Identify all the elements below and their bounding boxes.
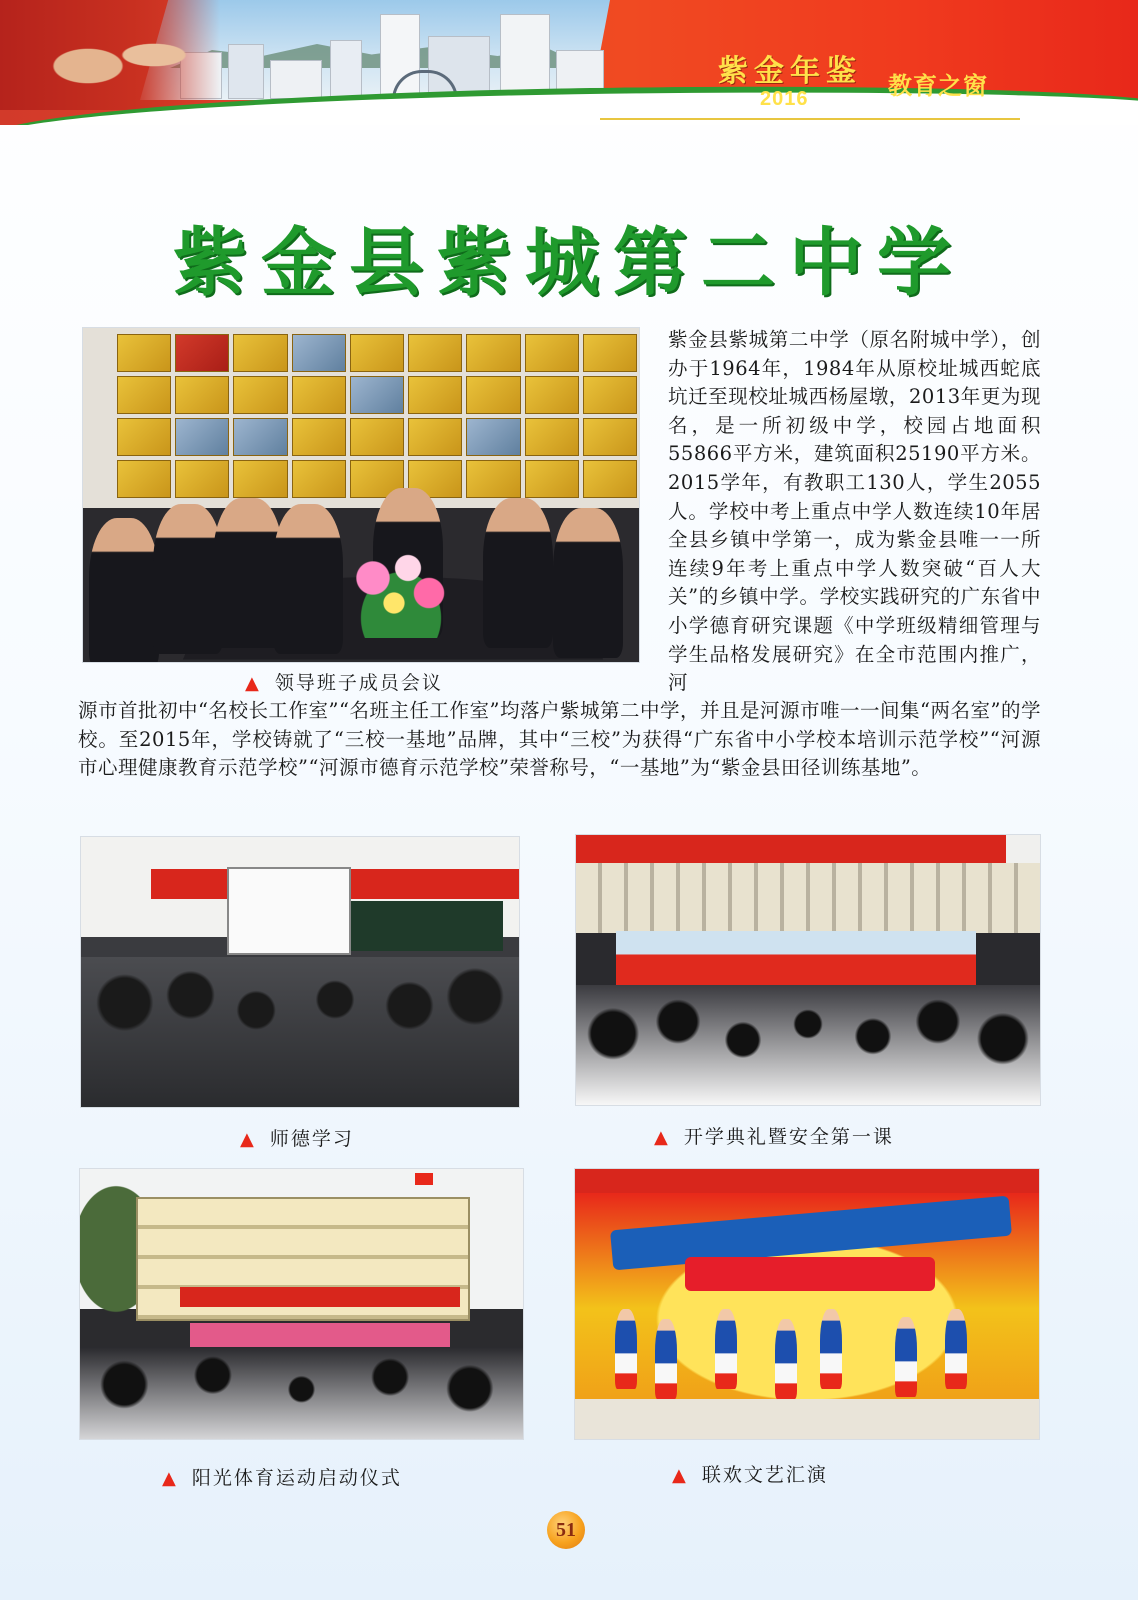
dancer (715, 1309, 737, 1389)
article-paragraph-right: 紫金县紫城第二中学（原名附城中学），创办于1964年，1984年从原校址城西蛇底坑迁至现校址城西杨屋墩，2013年更为现名，是一所初级中学，校园占地面积55866平方米，建筑面积25190平方米。2015学年，有教职工130人，学生2055人。学校中考上重点中学人数连续10年居全县乡镇中学第一，成为紫金县唯一一所连续9年考上重点中学人数突破“百人大关”的乡镇中学。学校实践研究的广东省中小学德育研究课题《中学班级精细管理与学生品格发展研究》在全市范围内推广，河 (668, 328, 1041, 695)
audience (576, 985, 1040, 1106)
dancer (775, 1319, 797, 1399)
dancer (655, 1319, 677, 1399)
header-building (228, 44, 264, 99)
dancer (945, 1309, 967, 1389)
caption-opening-ceremony: ▲ 开学典礼暨安全第一课 (654, 1126, 894, 1148)
header-building (330, 40, 362, 99)
triangle-marker-icon: ▲ (240, 1129, 256, 1150)
triangle-marker-icon: ▲ (672, 1465, 688, 1486)
flag-icon (415, 1173, 433, 1185)
triangle-marker-icon: ▲ (654, 1127, 670, 1148)
caption-art-performance: ▲ 联欢文艺汇演 (672, 1464, 828, 1486)
page-number: 51 (547, 1511, 585, 1549)
caption-leadership-meeting: ▲ 领导班子成员会议 (245, 672, 443, 694)
caption-teacher-ethics-study: ▲ 师德学习 (240, 1128, 354, 1150)
award-plaques (117, 334, 637, 498)
flower-arrangement (331, 538, 471, 638)
photo-teacher-ethics-study (80, 836, 520, 1108)
projection-screen (227, 867, 351, 955)
red-banner (180, 1287, 460, 1307)
performance-banner-subtitle (685, 1257, 935, 1291)
photo-opening-ceremony (575, 834, 1041, 1106)
triangle-marker-icon: ▲ (245, 673, 261, 694)
header-building (500, 14, 550, 99)
page-header (0, 0, 1138, 125)
yearbook-year: 2016 (760, 88, 809, 110)
article-title: 紫金县紫城第二中学 (173, 220, 965, 306)
header-people-photo (0, 0, 220, 110)
triangle-marker-icon: ▲ (162, 1468, 178, 1489)
stage (616, 931, 976, 989)
yearbook-title: 紫金年鉴 (718, 54, 862, 89)
photo-leadership-meeting (82, 327, 640, 663)
photo-sunshine-sports-launch (79, 1168, 524, 1440)
audience (81, 957, 519, 1108)
header-building (270, 60, 322, 99)
dancer (820, 1309, 842, 1389)
audience (80, 1347, 523, 1440)
header-yellow-line (600, 118, 1020, 120)
dancer (615, 1309, 637, 1389)
section-title: 教育之窗 (888, 73, 988, 100)
caption-sunshine-sports-launch: ▲ 阳光体育运动启动仪式 (162, 1467, 402, 1489)
article-paragraph-full: 源市首批初中“名校长工作室”“名班主任工作室”均落户紫城第二中学，并且是河源市唯一一间集“两名室”的学校。至2015年，学校铸就了“三校一基地”品牌，其中“三校”为获得“广东省中小学校本培训示范学校”“河源市心理健康教育示范学校”“河源市德育示范学校”荣誉称号，“一基地”为“紫金县田径训练基地”。 (78, 699, 1041, 780)
red-banner (576, 835, 1006, 863)
photo-art-performance (574, 1168, 1040, 1440)
dancer (895, 1317, 917, 1397)
